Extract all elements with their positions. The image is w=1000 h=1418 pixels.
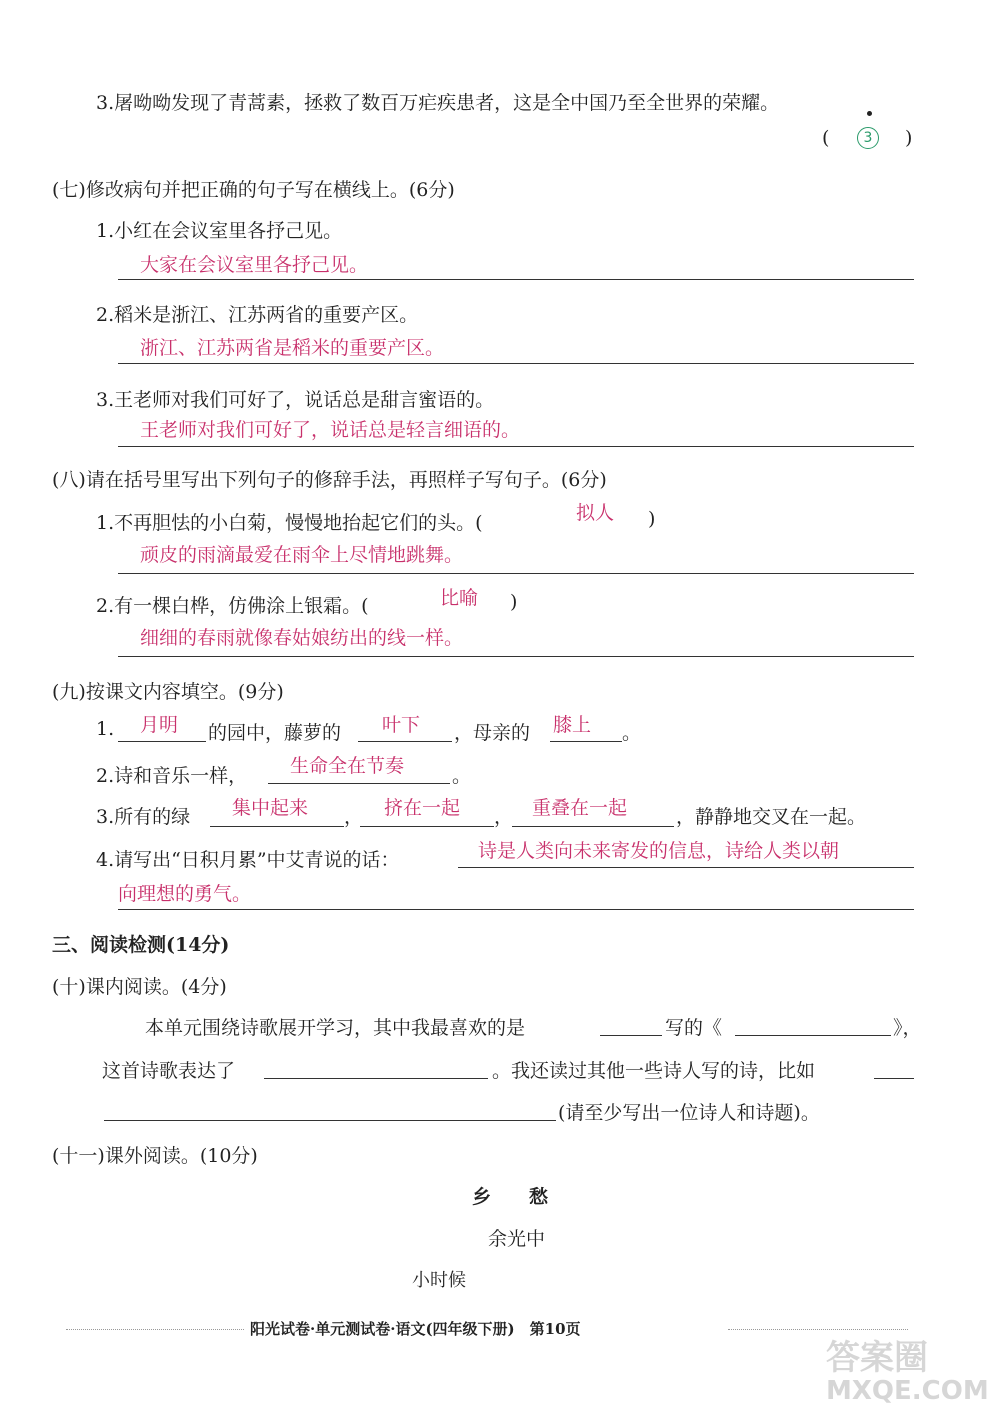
- q8-item1-paren-close: ): [648, 508, 656, 530]
- poem-author: 余光中: [488, 1228, 546, 1250]
- q7-item1-answer: 大家在会议室里各抒己见。: [140, 254, 369, 276]
- q9-line2-answer: 生命全在节奏: [290, 755, 405, 777]
- q10-line1-c: 》，: [893, 1017, 922, 1039]
- q10-line1-b: 写的《: [665, 1017, 723, 1039]
- fill-blank: [512, 826, 674, 827]
- q6-item3-text: 3.屠呦呦发现了青蒿素，拯救了数百万疟疾患者，这是全中国乃至全世界的荣耀。: [96, 92, 780, 114]
- q9-line1-answer2: 叶下: [382, 714, 421, 736]
- q9-heading: (九)按课文内容填空。(9分): [52, 681, 284, 703]
- footer-text: 阳光试卷·单元测试卷·语文(四年级下册) 第10页: [250, 1320, 581, 1338]
- fill-blank: [264, 1078, 488, 1079]
- section3-heading: 三、阅读检测(14分): [52, 934, 230, 956]
- q9-line3-comma1: ，: [344, 806, 364, 828]
- q7-item3-prompt: 3.王老师对我们可好了，说话总是甜言蜜语的。: [96, 389, 495, 411]
- q8-item2-device: 比喻: [440, 587, 479, 609]
- q10-heading: (十)课内阅读。(4分): [52, 976, 227, 998]
- q9-line1-answer1: 月明: [140, 714, 179, 736]
- q8-heading: (八)请在括号里写出下列句子的修辞手法，再照样子写句子。(6分): [52, 469, 607, 491]
- emphasis-dot: [867, 111, 872, 116]
- fill-blank: [874, 1078, 914, 1079]
- q10-line3: (请至少写出一位诗人和诗题)。: [558, 1102, 820, 1124]
- q8-item2-prompt: 2.有一棵白桦，仿佛涂上银霜。(: [96, 595, 369, 617]
- answer-line: [118, 573, 914, 574]
- answer-line: [118, 446, 914, 447]
- q10-line1-a: 本单元围绕诗歌展开学习，其中我最喜欢的是: [145, 1017, 526, 1039]
- q11-heading: (十一)课外阅读。(10分): [52, 1145, 258, 1167]
- fill-blank: [458, 867, 914, 868]
- answer-line: [118, 279, 914, 280]
- poem-title: 乡 愁: [472, 1186, 549, 1208]
- poem-first-line: 小时候: [412, 1270, 466, 1291]
- answer-line: [118, 656, 914, 657]
- q7-item3-answer: 王老师对我们可好了，说话总是轻言细语的。: [140, 419, 521, 441]
- q6-item3-answer: 3: [857, 127, 879, 149]
- watermark-url: MXQE.COM: [826, 1376, 989, 1406]
- q9-line4-answer-part1: 诗是人类向未来寄发的信息，诗给人类以朝: [478, 840, 840, 862]
- q10-line2-a: 这首诗歌表达了: [102, 1060, 236, 1082]
- q9-line1-text3: 。: [622, 722, 642, 744]
- fill-blank: [210, 826, 344, 827]
- footer-dots-left: [66, 1329, 244, 1330]
- fill-blank: [104, 1120, 556, 1121]
- answer-line: [118, 909, 914, 910]
- q9-line3-comma2: ，: [494, 806, 514, 828]
- q9-line1-text1: 的园中，藤萝的: [208, 722, 342, 744]
- q8-item1-answer: 顽皮的雨滴最爱在雨伞上尽情地跳舞。: [140, 544, 464, 566]
- q8-item2-answer: 细细的春雨就像春姑娘纺出的线一样。: [140, 627, 464, 649]
- q9-line2-prefix: 2.诗和音乐一样，: [96, 765, 248, 787]
- q9-line3-answer3: 重叠在一起: [532, 797, 628, 819]
- q9-line3-suffix: ，静静地交叉在一起。: [676, 806, 867, 828]
- q9-line1-answer3: 膝上: [553, 714, 592, 736]
- q8-item1-prompt: 1.不再胆怯的小白菊，慢慢地抬起它们的头。(: [96, 512, 483, 534]
- fill-blank: [358, 741, 452, 742]
- q7-heading: (七)修改病句并把正确的句子写在横线上。(6分): [52, 179, 455, 201]
- q10-line2-b: 。我还读过其他一些诗人写的诗，比如: [492, 1060, 816, 1082]
- answer-line: [118, 363, 914, 364]
- q7-item2-answer: 浙江、江苏两省是稻米的重要产区。: [140, 337, 445, 359]
- q9-line4-answer-part2: 向理想的勇气。: [118, 883, 252, 905]
- fill-blank: [735, 1035, 891, 1036]
- q8-item2-paren-close: ): [510, 591, 518, 613]
- fill-blank: [360, 826, 494, 827]
- q9-line3-answer2: 挤在一起: [384, 797, 461, 819]
- q7-item2-prompt: 2.稻米是浙江、江苏两省的重要产区。: [96, 304, 419, 326]
- fill-blank: [550, 741, 622, 742]
- fill-blank: [268, 783, 450, 784]
- q9-line2-suffix: 。: [452, 765, 472, 787]
- q9-line4-prefix: 4.请写出“日积月累”中艾青说的话：: [96, 849, 400, 871]
- q6-item3-paren-close: ): [905, 127, 913, 149]
- q9-line3-answer1: 集中起来: [232, 797, 309, 819]
- q9-line1-num: 1.: [96, 718, 115, 740]
- q9-line3-prefix: 3.所有的绿: [96, 806, 191, 828]
- q6-item3-paren-open: (: [822, 127, 830, 149]
- q8-item1-device: 拟人: [576, 502, 615, 524]
- q7-item1-prompt: 1.小红在会议室里各抒己见。: [96, 220, 343, 242]
- watermark-logo: 答案圈: [826, 1338, 928, 1378]
- q9-line1-text2: ，母亲的: [454, 722, 531, 744]
- fill-blank: [118, 741, 206, 742]
- fill-blank: [600, 1035, 662, 1036]
